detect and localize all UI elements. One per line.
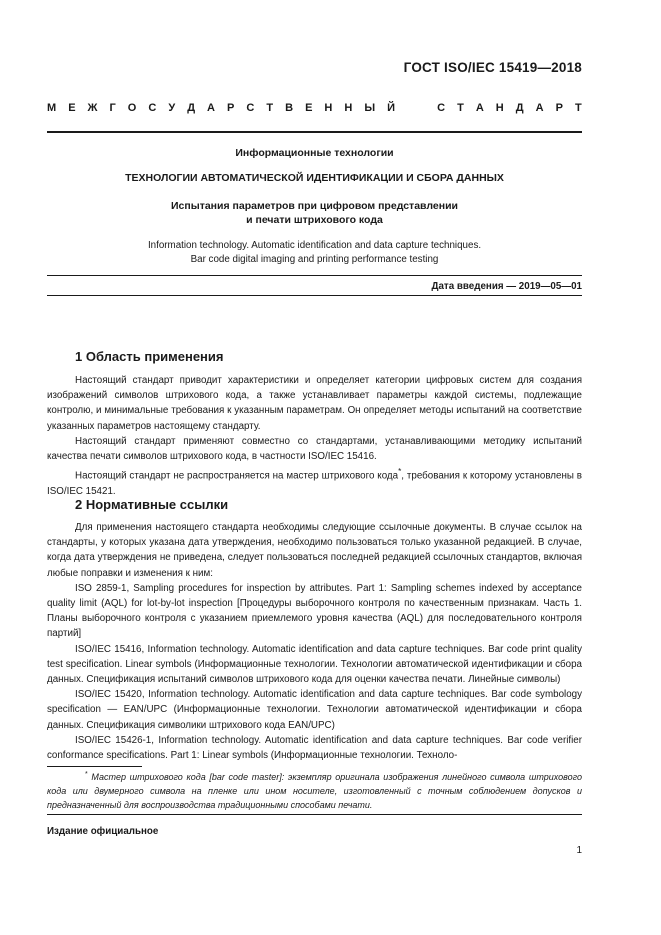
introduction-date: Дата введения — 2019—05—01 — [431, 281, 582, 292]
interstate-standard-banner — [47, 102, 582, 114]
letter: Н — [495, 102, 504, 114]
footnote-mark: * — [85, 771, 88, 778]
header-divider — [47, 131, 582, 133]
standard-id: ГОСТ ISO/IEC 15419—2018 — [403, 60, 582, 75]
letter: Ы — [364, 102, 376, 114]
letter: Д — [515, 102, 524, 114]
letter: Р — [227, 102, 235, 114]
letter: Д — [187, 102, 196, 114]
letter: Е — [68, 102, 76, 114]
paragraph: Настоящий стандарт применяют совместно со стандартами, устанавливающими методику испытаний качества печати символов штрихового кода, в частности ISO/IEC 15416. — [47, 435, 582, 463]
page-number: 1 — [576, 845, 582, 856]
section-2-body — [47, 520, 582, 763]
section-1-body — [47, 373, 582, 499]
footnote: * Мастер штрихового кода [bar code master]: экземпляр оригинала изображения линейного символа штрихового кода или двумерного символа на пленке или ином носителе, изготовленный с точным соблюдением допусков и предназначенный для воспроизводства традиционными способами печати. — [47, 771, 582, 810]
letter: Ж — [87, 102, 98, 114]
official-edition-label: Издание официальное — [47, 826, 159, 837]
letter: М — [47, 102, 57, 114]
document-title: ТЕХНОЛОГИИ АВТОМАТИЧЕСКОЙ ИДЕНТИФИКАЦИИ И СБОРА ДАННЫХ — [125, 172, 504, 184]
letter: О — [127, 102, 137, 114]
document-topic: Информационные технологии — [235, 147, 394, 159]
letter: В — [285, 102, 294, 114]
english-title — [47, 239, 582, 267]
reference-item: ISO 2859-1, Sampling procedures for inspection by attributes. Part 1: Sampling schemes indexed by acceptance quality limit (AQL) for lot-by-lot inspection [Процедуры выборочного контроля по качественным признакам. Часть 1. Планы выборочного контроля с указанием приемлемого уровня качества (AQL) для последовательного контроля партий] — [47, 582, 582, 640]
subtitle-line-2: и печати штрихового кода — [246, 214, 383, 226]
letter: Т — [266, 102, 274, 114]
letter: А — [475, 102, 484, 114]
paragraph: Для применения настоящего стандарта необходимы следующие ссылочные документы. В случае ссылок на стандарты, у которых указана дата утверждения, необходимо пользоваться только указанной редакцией. В случае, когда дата утверждения не приведена, следует пользоваться последней редакцией ссылочных стандартов, включая любые поправки и изменения к ним: — [47, 522, 582, 579]
letter: Н — [344, 102, 353, 114]
english-title-line-2: Bar code digital imaging and printing performance testing — [190, 254, 439, 265]
paragraph: Настоящий стандарт приводит характеристики и определяет категории цифровых систем для создания изображений символов штрихового кода, а также устанавливает параметры каждой системы, подлежащие контролю, и минимальные требования к указанным параметрам. Он определяет методы испытаний на соответствие указанных параметров настоящему стандарту. — [47, 375, 582, 432]
letter: Т — [457, 102, 464, 114]
letter: Й — [387, 102, 396, 114]
document-subtitle — [47, 199, 582, 227]
paragraph: Настоящий стандарт не распространяется на мастер штрихового кода*, требования к которому установлены в ISO/IEC 15421. — [47, 467, 582, 497]
subtitle-line-1: Испытания параметров при цифровом представлении — [171, 200, 458, 212]
section-2-heading: 2 Нормативные ссылки — [75, 497, 229, 512]
footnote-divider — [47, 766, 142, 767]
letter: С — [148, 102, 157, 114]
reference-item: ISO/IEC 15426-1, Information technology. Automatic identification and data capture techniques. Bar code verifier conformance specifications. Part 1: Linear symbols (Информационные технологии. Техноло- — [47, 734, 582, 762]
letter: Н — [324, 102, 333, 114]
reference-item: ISO/IEC 15416, Information technology. Automatic identification and data capture techniques. Bar code print quality test specification. Linear symbols (Информационные технологии. Технологии автоматической идентификации и сбора данных. Спецификация испытаний символов штрихового кода для оценки качества печати. Линейные символы) — [47, 643, 582, 686]
letter: У — [168, 102, 176, 114]
letter: С — [246, 102, 255, 114]
letter: А — [207, 102, 215, 114]
word-gap — [407, 102, 425, 114]
title-divider — [47, 275, 582, 276]
letter: Г — [109, 102, 116, 114]
footer-divider — [47, 814, 582, 815]
letter: С — [437, 102, 446, 114]
section-1-heading: 1 Область применения — [75, 349, 224, 364]
letter: А — [535, 102, 544, 114]
date-divider — [47, 295, 582, 296]
letter: Т — [574, 102, 582, 114]
reference-item: ISO/IEC 15420, Information technology. Automatic identification and data capture techniques. Bar code symbology specification — EAN/UPC (Информационные технологии. Технологии автоматической идентификации и сбора данных. Спецификация символики штрихового кода EAN/UPC) — [47, 689, 582, 731]
letter: Е — [305, 102, 313, 114]
english-title-line-1: Information technology. Automatic identification and data capture techniques. — [147, 240, 482, 251]
letter: Р — [555, 102, 563, 114]
footnote-mark: * — [398, 467, 402, 477]
